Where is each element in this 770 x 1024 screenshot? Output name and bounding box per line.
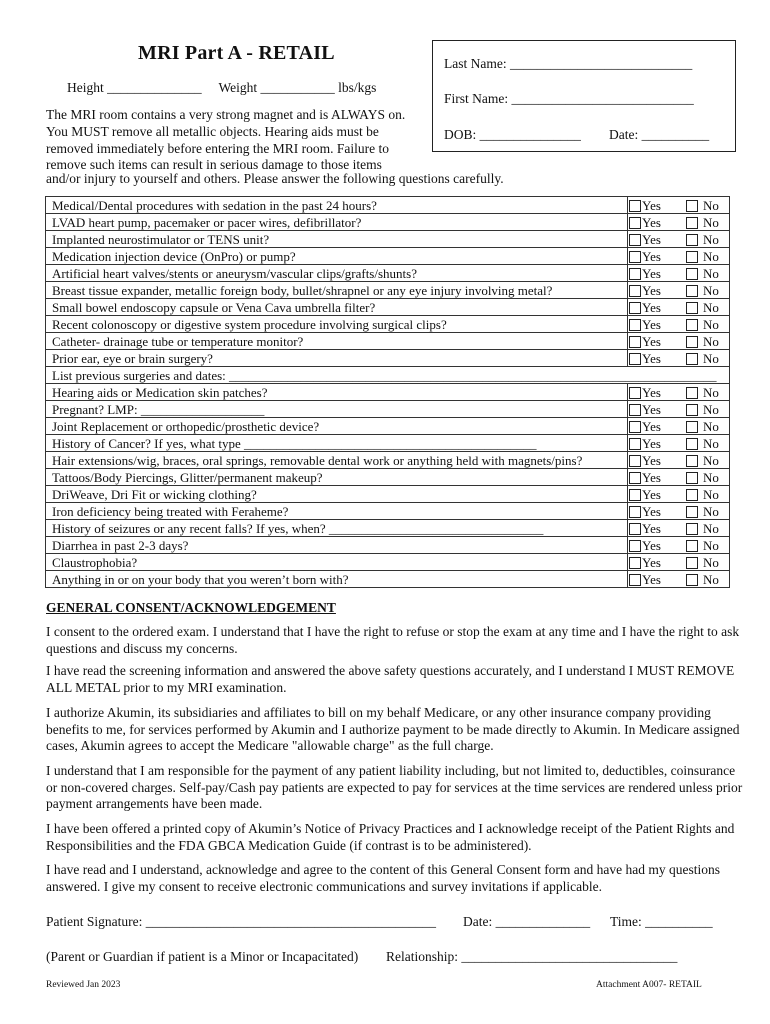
no-label: No	[703, 215, 719, 230]
no-option[interactable]	[686, 385, 719, 400]
no-label: No	[703, 504, 719, 519]
question-text: History of Cancer? If yes, what type _____________________________________________	[46, 435, 628, 452]
question-row	[46, 316, 730, 333]
no-checkbox[interactable]	[686, 200, 698, 212]
no-option[interactable]	[686, 521, 719, 536]
yes-checkbox[interactable]	[629, 523, 641, 535]
yes-option[interactable]	[629, 572, 661, 587]
no-label: No	[703, 266, 719, 281]
no-label: No	[703, 521, 719, 536]
screening-questions-table	[45, 196, 730, 588]
question-text: Iron deficiency being treated with Feraheme?	[46, 503, 628, 520]
yes-option[interactable]	[629, 521, 661, 536]
yes-option[interactable]	[629, 453, 661, 468]
answer-cell	[628, 350, 730, 367]
no-option[interactable]	[686, 402, 719, 417]
no-label: No	[703, 232, 719, 247]
height-field[interactable]: Height ______________	[67, 80, 202, 95]
no-checkbox[interactable]	[686, 251, 698, 263]
weight-field[interactable]: Weight ___________ lbs/kgs	[218, 80, 377, 95]
yes-label: Yes	[642, 504, 661, 519]
answer-cell	[628, 384, 730, 401]
question-row	[46, 418, 730, 435]
no-checkbox[interactable]	[686, 319, 698, 331]
no-option[interactable]	[686, 504, 719, 519]
yes-checkbox[interactable]	[629, 438, 641, 450]
form-title: MRI Part A - RETAIL	[138, 42, 335, 64]
no-label: No	[703, 317, 719, 332]
answer-cell	[628, 537, 730, 554]
answer-cell	[628, 452, 730, 469]
no-label: No	[703, 402, 719, 417]
yes-checkbox[interactable]	[629, 302, 641, 314]
yes-option[interactable]	[629, 198, 661, 213]
question-row	[46, 452, 730, 469]
answer-cell	[628, 197, 730, 214]
answer-cell	[628, 316, 730, 333]
question-row	[46, 197, 730, 214]
answer-cell	[628, 265, 730, 282]
signature-time-field[interactable]: Time: __________	[610, 914, 713, 929]
yes-checkbox[interactable]	[629, 268, 641, 280]
question-row	[46, 248, 730, 265]
question-row	[46, 350, 730, 367]
consent-paragraph: I understand that I am responsible for the payment of any patient liability including, but not limited to, deductibles, coinsurance or non-covered charges. Self-pay/Cash pay patients are expected to pay for services at the time services are rendered unless prior payment arrangements have been made.	[46, 763, 743, 811]
question-row	[46, 282, 730, 299]
yes-label: Yes	[642, 351, 661, 366]
answer-cell	[628, 231, 730, 248]
yes-option[interactable]	[629, 232, 661, 247]
yes-label: Yes	[642, 385, 661, 400]
no-checkbox[interactable]	[686, 421, 698, 433]
consent-paragraph: I have read and I understand, acknowledge and agree to the content of this General Consent form and have had my questions answered. I give my consent to receive electronic communications and survey invitations if applicable.	[46, 862, 721, 894]
no-label: No	[703, 487, 719, 502]
yes-label: Yes	[642, 317, 661, 332]
answer-cell	[628, 333, 730, 350]
question-text: Catheter- drainage tube or temperature monitor?	[46, 333, 628, 350]
yes-option[interactable]	[629, 385, 661, 400]
yes-option[interactable]	[629, 470, 661, 485]
no-checkbox[interactable]	[686, 574, 698, 586]
no-option[interactable]	[686, 300, 719, 315]
yes-option[interactable]	[629, 266, 661, 281]
yes-option[interactable]	[629, 402, 661, 417]
yes-option[interactable]	[629, 249, 661, 264]
last-name-field[interactable]: Last Name: ___________________________	[444, 56, 693, 71]
yes-checkbox[interactable]	[629, 319, 641, 331]
question-text: Joint Replacement or orthopedic/prosthetic device?	[46, 418, 628, 435]
no-option[interactable]	[686, 266, 719, 281]
yes-label: Yes	[642, 470, 661, 485]
no-checkbox[interactable]	[686, 523, 698, 535]
answer-cell	[628, 571, 730, 588]
no-option[interactable]	[686, 572, 719, 587]
yes-option[interactable]	[629, 555, 661, 570]
no-label: No	[703, 572, 719, 587]
no-option[interactable]	[686, 317, 719, 332]
consent-paragraph: I consent to the ordered exam. I understand that I have the right to refuse or stop the exam at any time and I have the right to ask questions and discuss my concerns.	[46, 624, 740, 656]
yes-checkbox[interactable]	[629, 353, 641, 365]
yes-checkbox[interactable]	[629, 217, 641, 229]
yes-label: Yes	[642, 249, 661, 264]
question-row	[46, 486, 730, 503]
yes-option[interactable]	[629, 317, 661, 332]
yes-option[interactable]	[629, 283, 661, 298]
intro-text	[46, 107, 431, 174]
question-row	[46, 299, 730, 316]
no-label: No	[703, 385, 719, 400]
no-option[interactable]	[686, 538, 719, 553]
yes-checkbox[interactable]	[629, 455, 641, 467]
no-checkbox[interactable]	[686, 268, 698, 280]
question-text: History of seizures or any recent falls? If yes, when? _________________________________	[46, 520, 628, 537]
question-row	[46, 554, 730, 571]
no-checkbox[interactable]	[686, 472, 698, 484]
answer-cell	[628, 469, 730, 486]
no-label: No	[703, 470, 719, 485]
yes-checkbox[interactable]	[629, 234, 641, 246]
no-checkbox[interactable]	[686, 489, 698, 501]
intro-line: remove such items can result in serious damage to those items	[46, 157, 382, 173]
no-label: No	[703, 283, 719, 298]
yes-checkbox[interactable]	[629, 574, 641, 586]
yes-label: Yes	[642, 538, 661, 553]
question-text: Claustrophobia?	[46, 554, 628, 571]
no-checkbox[interactable]	[686, 557, 698, 569]
yes-label: Yes	[642, 334, 661, 349]
question-text: Implanted neurostimulator or TENS unit?	[46, 231, 628, 248]
question-text: Diarrhea in past 2-3 days?	[46, 537, 628, 554]
no-checkbox[interactable]	[686, 234, 698, 246]
yes-label: Yes	[642, 266, 661, 281]
yes-label: Yes	[642, 572, 661, 587]
question-text: Breast tissue expander, metallic foreign body, bullet/shrapnel or any eye injury involving metal?	[46, 282, 628, 299]
question-row	[46, 265, 730, 282]
no-label: No	[703, 249, 719, 264]
dob-field[interactable]: DOB: _______________	[444, 127, 581, 142]
question-row	[46, 333, 730, 350]
yes-label: Yes	[642, 521, 661, 536]
no-label: No	[703, 555, 719, 570]
answer-cell	[628, 520, 730, 537]
no-option[interactable]	[686, 215, 719, 230]
no-checkbox[interactable]	[686, 455, 698, 467]
no-option[interactable]	[686, 198, 719, 213]
yes-option[interactable]	[629, 419, 661, 434]
no-label: No	[703, 300, 719, 315]
yes-label: Yes	[642, 487, 661, 502]
question-row	[46, 503, 730, 520]
question-row	[46, 367, 730, 384]
date-field[interactable]: Date: __________	[609, 127, 710, 142]
question-row	[46, 469, 730, 486]
answer-cell	[628, 486, 730, 503]
answer-cell	[628, 401, 730, 418]
question-text: Pregnant? LMP: ___________________	[46, 401, 628, 418]
no-label: No	[703, 453, 719, 468]
patient-id-box	[432, 40, 736, 152]
answer-cell	[628, 503, 730, 520]
yes-label: Yes	[642, 402, 661, 417]
answer-cell	[628, 554, 730, 571]
no-checkbox[interactable]	[686, 540, 698, 552]
yes-option[interactable]	[629, 300, 661, 315]
consent-paragraph: I authorize Akumin, its subsidiaries and affiliates to bill on my behalf Medicare, or any other insurance company providing benefits to me, for services performed by Akumin and I authorize payment to be made directly to Akumin. In Medicare assigned cases, Akumin agrees to accept the Medicare "allowable charge" as the full charge.	[46, 705, 740, 753]
question-text: Tattoos/Body Piercings, Glitter/permanent makeup?	[46, 469, 628, 486]
no-option[interactable]	[686, 453, 719, 468]
answer-cell	[628, 299, 730, 316]
yes-label: Yes	[642, 555, 661, 570]
yes-option[interactable]	[629, 334, 661, 349]
footer-attachment: Attachment A007- RETAIL	[596, 980, 702, 990]
question-row	[46, 231, 730, 248]
no-checkbox[interactable]	[686, 285, 698, 297]
yes-checkbox[interactable]	[629, 540, 641, 552]
patient-signature-field[interactable]: Patient Signature: ___________________________________________	[46, 914, 436, 929]
question-text: Artificial heart valves/stents or aneurysm/vascular clips/grafts/shunts?	[46, 265, 628, 282]
yes-checkbox[interactable]	[629, 387, 641, 399]
yes-label: Yes	[642, 198, 661, 213]
no-label: No	[703, 334, 719, 349]
no-option[interactable]	[686, 232, 719, 247]
yes-label: Yes	[642, 300, 661, 315]
yes-checkbox[interactable]	[629, 421, 641, 433]
question-text: Small bowel endoscopy capsule or Vena Cava umbrella filter?	[46, 299, 628, 316]
yes-label: Yes	[642, 232, 661, 247]
height-weight-line	[67, 80, 376, 96]
yes-label: Yes	[642, 436, 661, 451]
no-option[interactable]	[686, 470, 719, 485]
no-checkbox[interactable]	[686, 506, 698, 518]
relationship-field[interactable]: Relationship: ________________________________	[386, 949, 678, 964]
no-option[interactable]	[686, 419, 719, 434]
signature-date-field[interactable]: Date: ______________	[463, 914, 591, 929]
question-text: Medication injection device (OnPro) or pump?	[46, 248, 628, 265]
intro-line: The MRI room contains a very strong magnet and is ALWAYS on.	[46, 107, 406, 122]
no-checkbox[interactable]	[686, 336, 698, 348]
no-option[interactable]	[686, 334, 719, 349]
no-label: No	[703, 351, 719, 366]
question-text: LVAD heart pump, pacemaker or pacer wires, defibrillator?	[46, 214, 628, 231]
answer-cell	[628, 418, 730, 435]
yes-checkbox[interactable]	[629, 285, 641, 297]
yes-checkbox[interactable]	[629, 251, 641, 263]
yes-checkbox[interactable]	[629, 472, 641, 484]
answer-cell	[628, 248, 730, 265]
question-text: Hearing aids or Medication skin patches?	[46, 384, 628, 401]
no-option[interactable]	[686, 555, 719, 570]
yes-option[interactable]	[629, 487, 661, 502]
yes-label: Yes	[642, 419, 661, 434]
intro-line: You MUST remove all metallic objects. Hearing aids must be	[46, 123, 379, 139]
question-text: Anything in or on your body that you weren’t born with?	[46, 571, 628, 588]
question-text: Recent colonoscopy or digestive system procedure involving surgical clips?	[46, 316, 628, 333]
question-text: Prior ear, eye or brain surgery?	[46, 350, 628, 367]
no-checkbox[interactable]	[686, 353, 698, 365]
no-option[interactable]	[686, 351, 719, 366]
question-text: Medical/Dental procedures with sedation in the past 24 hours?	[46, 197, 628, 214]
answer-cell	[628, 282, 730, 299]
yes-checkbox[interactable]	[629, 404, 641, 416]
no-checkbox[interactable]	[686, 438, 698, 450]
no-checkbox[interactable]	[686, 302, 698, 314]
intro-line: removed immediately before entering the MRI room. Failure to	[46, 140, 390, 156]
no-option[interactable]	[686, 283, 719, 298]
no-label: No	[703, 436, 719, 451]
yes-label: Yes	[642, 453, 661, 468]
no-option[interactable]	[686, 249, 719, 264]
answer-cell	[628, 214, 730, 231]
consent-heading: GENERAL CONSENT/ACKNOWLEDGEMENT	[46, 600, 336, 615]
yes-checkbox[interactable]	[629, 557, 641, 569]
no-checkbox[interactable]	[686, 404, 698, 416]
question-text[interactable]: List previous surgeries and dates: ___________________________________________________________________________	[46, 367, 730, 384]
yes-option[interactable]	[629, 436, 661, 451]
answer-cell	[628, 435, 730, 452]
no-label: No	[703, 419, 719, 434]
question-row	[46, 401, 730, 418]
yes-option[interactable]	[629, 351, 661, 366]
yes-label: Yes	[642, 283, 661, 298]
intro-tail: and/or injury to yourself and others. Please answer the following questions carefully.	[46, 171, 504, 186]
no-label: No	[703, 198, 719, 213]
no-label: No	[703, 538, 719, 553]
question-text: DriWeave, Dri Fit or wicking clothing?	[46, 486, 628, 503]
yes-option[interactable]	[629, 215, 661, 230]
yes-checkbox[interactable]	[629, 489, 641, 501]
yes-label: Yes	[642, 215, 661, 230]
question-row	[46, 537, 730, 554]
question-row	[46, 435, 730, 452]
no-option[interactable]	[686, 436, 719, 451]
question-row	[46, 214, 730, 231]
question-row	[46, 520, 730, 537]
guardian-note: (Parent or Guardian if patient is a Minor or Incapacitated)	[46, 949, 359, 964]
yes-option[interactable]	[629, 538, 661, 553]
no-option[interactable]	[686, 487, 719, 502]
no-checkbox[interactable]	[686, 387, 698, 399]
question-row	[46, 384, 730, 401]
consent-paragraph: I have read the screening information and answered the above safety questions accurately, and I understand I MUST REMOVE ALL METAL prior to my MRI examination.	[46, 663, 735, 695]
yes-option[interactable]	[629, 504, 661, 519]
yes-checkbox[interactable]	[629, 200, 641, 212]
first-name-field[interactable]: First Name: ___________________________	[444, 91, 694, 106]
footer-reviewed: Reviewed Jan 2023	[46, 980, 121, 990]
no-checkbox[interactable]	[686, 217, 698, 229]
yes-checkbox[interactable]	[629, 506, 641, 518]
question-row	[46, 571, 730, 588]
question-text: Hair extensions/wig, braces, oral springs, removable dental work or anything held with magnets/pins?	[46, 452, 628, 469]
yes-checkbox[interactable]	[629, 336, 641, 348]
consent-paragraph: I have been offered a printed copy of Akumin’s Notice of Privacy Practices and I acknowledge receipt of the Patient Rights and Responsibilities and the FDA GBCA Medication Guide (if contrast is to be administered).	[46, 821, 735, 853]
